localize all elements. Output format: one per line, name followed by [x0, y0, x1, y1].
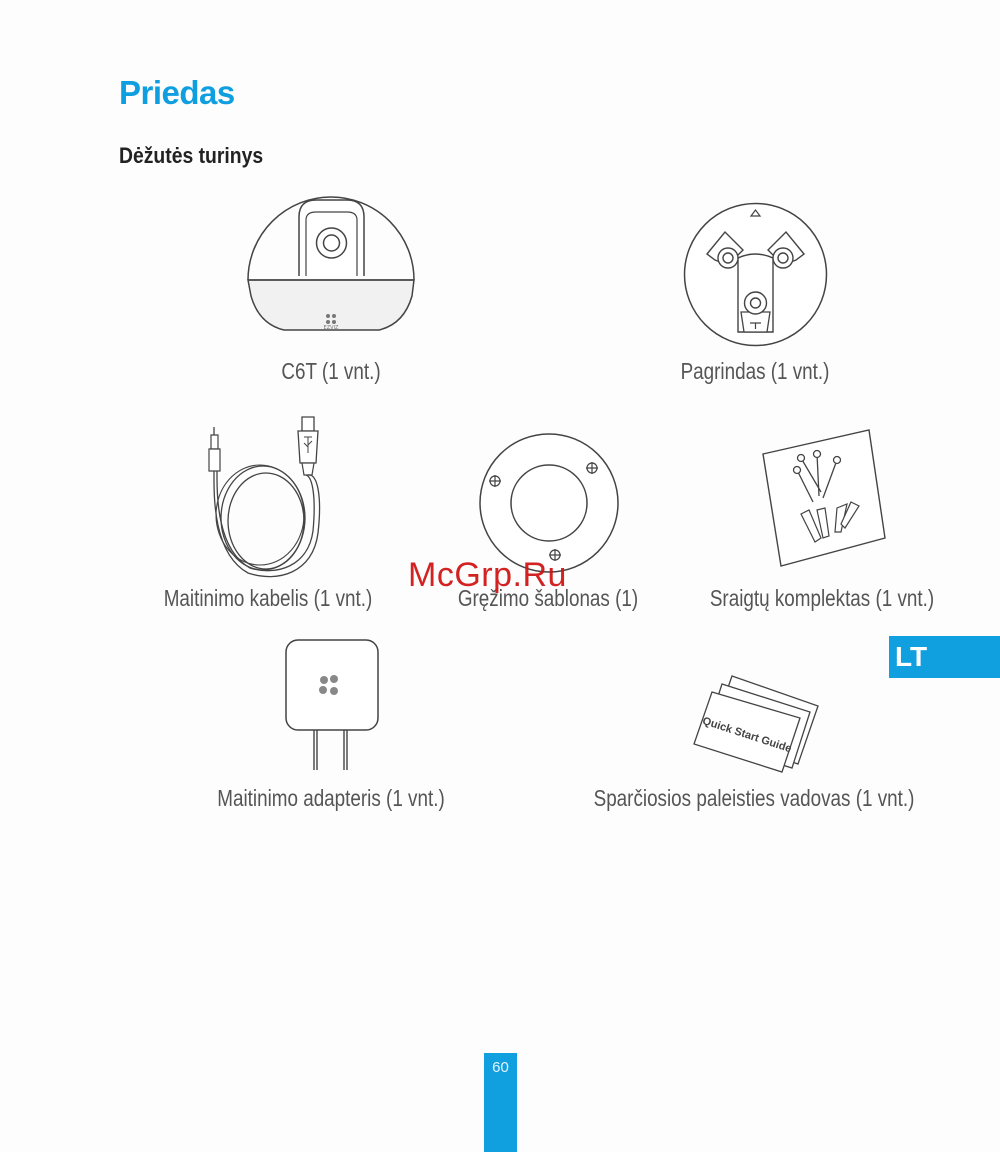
mount-base-icon — [683, 202, 828, 347]
power-adapter-icon — [284, 638, 380, 774]
camera-icon — [244, 192, 419, 337]
page-number-tab — [484, 1053, 517, 1152]
watermark: McGrp.Ru — [408, 556, 567, 594]
page-title: Priedas — [119, 74, 235, 111]
item-caption-quick-start-guide: Sparčiosios paleisties vadovas (1 vnt.) — [593, 785, 915, 811]
language-tab: LT — [889, 636, 1000, 678]
section-subtitle: Dėžutės turinys — [119, 143, 264, 168]
item-caption-power-adapter: Maitinimo adapteris (1 vnt.) — [217, 785, 445, 811]
item-caption-camera: C6T (1 vnt.) — [281, 358, 381, 384]
power-cable-icon — [208, 413, 338, 583]
item-caption-mount-base: Pagrindas (1 vnt.) — [680, 358, 830, 384]
item-caption-power-cable: Maitinimo kabelis (1 vnt.) — [163, 585, 373, 611]
quick-start-guide-icon — [692, 672, 822, 774]
drill-template-icon — [478, 432, 620, 574]
item-caption-screw-kit: Sraigtų komplektas (1 vnt.) — [709, 585, 935, 611]
item-caption-drill-template: Gręžimo šablonas (1) — [457, 585, 639, 611]
svg-text:EZVIZ: EZVIZ — [323, 325, 339, 331]
screw-kit-icon — [761, 428, 887, 570]
quick-start-label: Quick Start Guide — [700, 715, 793, 756]
page-number: 60 — [492, 1059, 509, 1076]
